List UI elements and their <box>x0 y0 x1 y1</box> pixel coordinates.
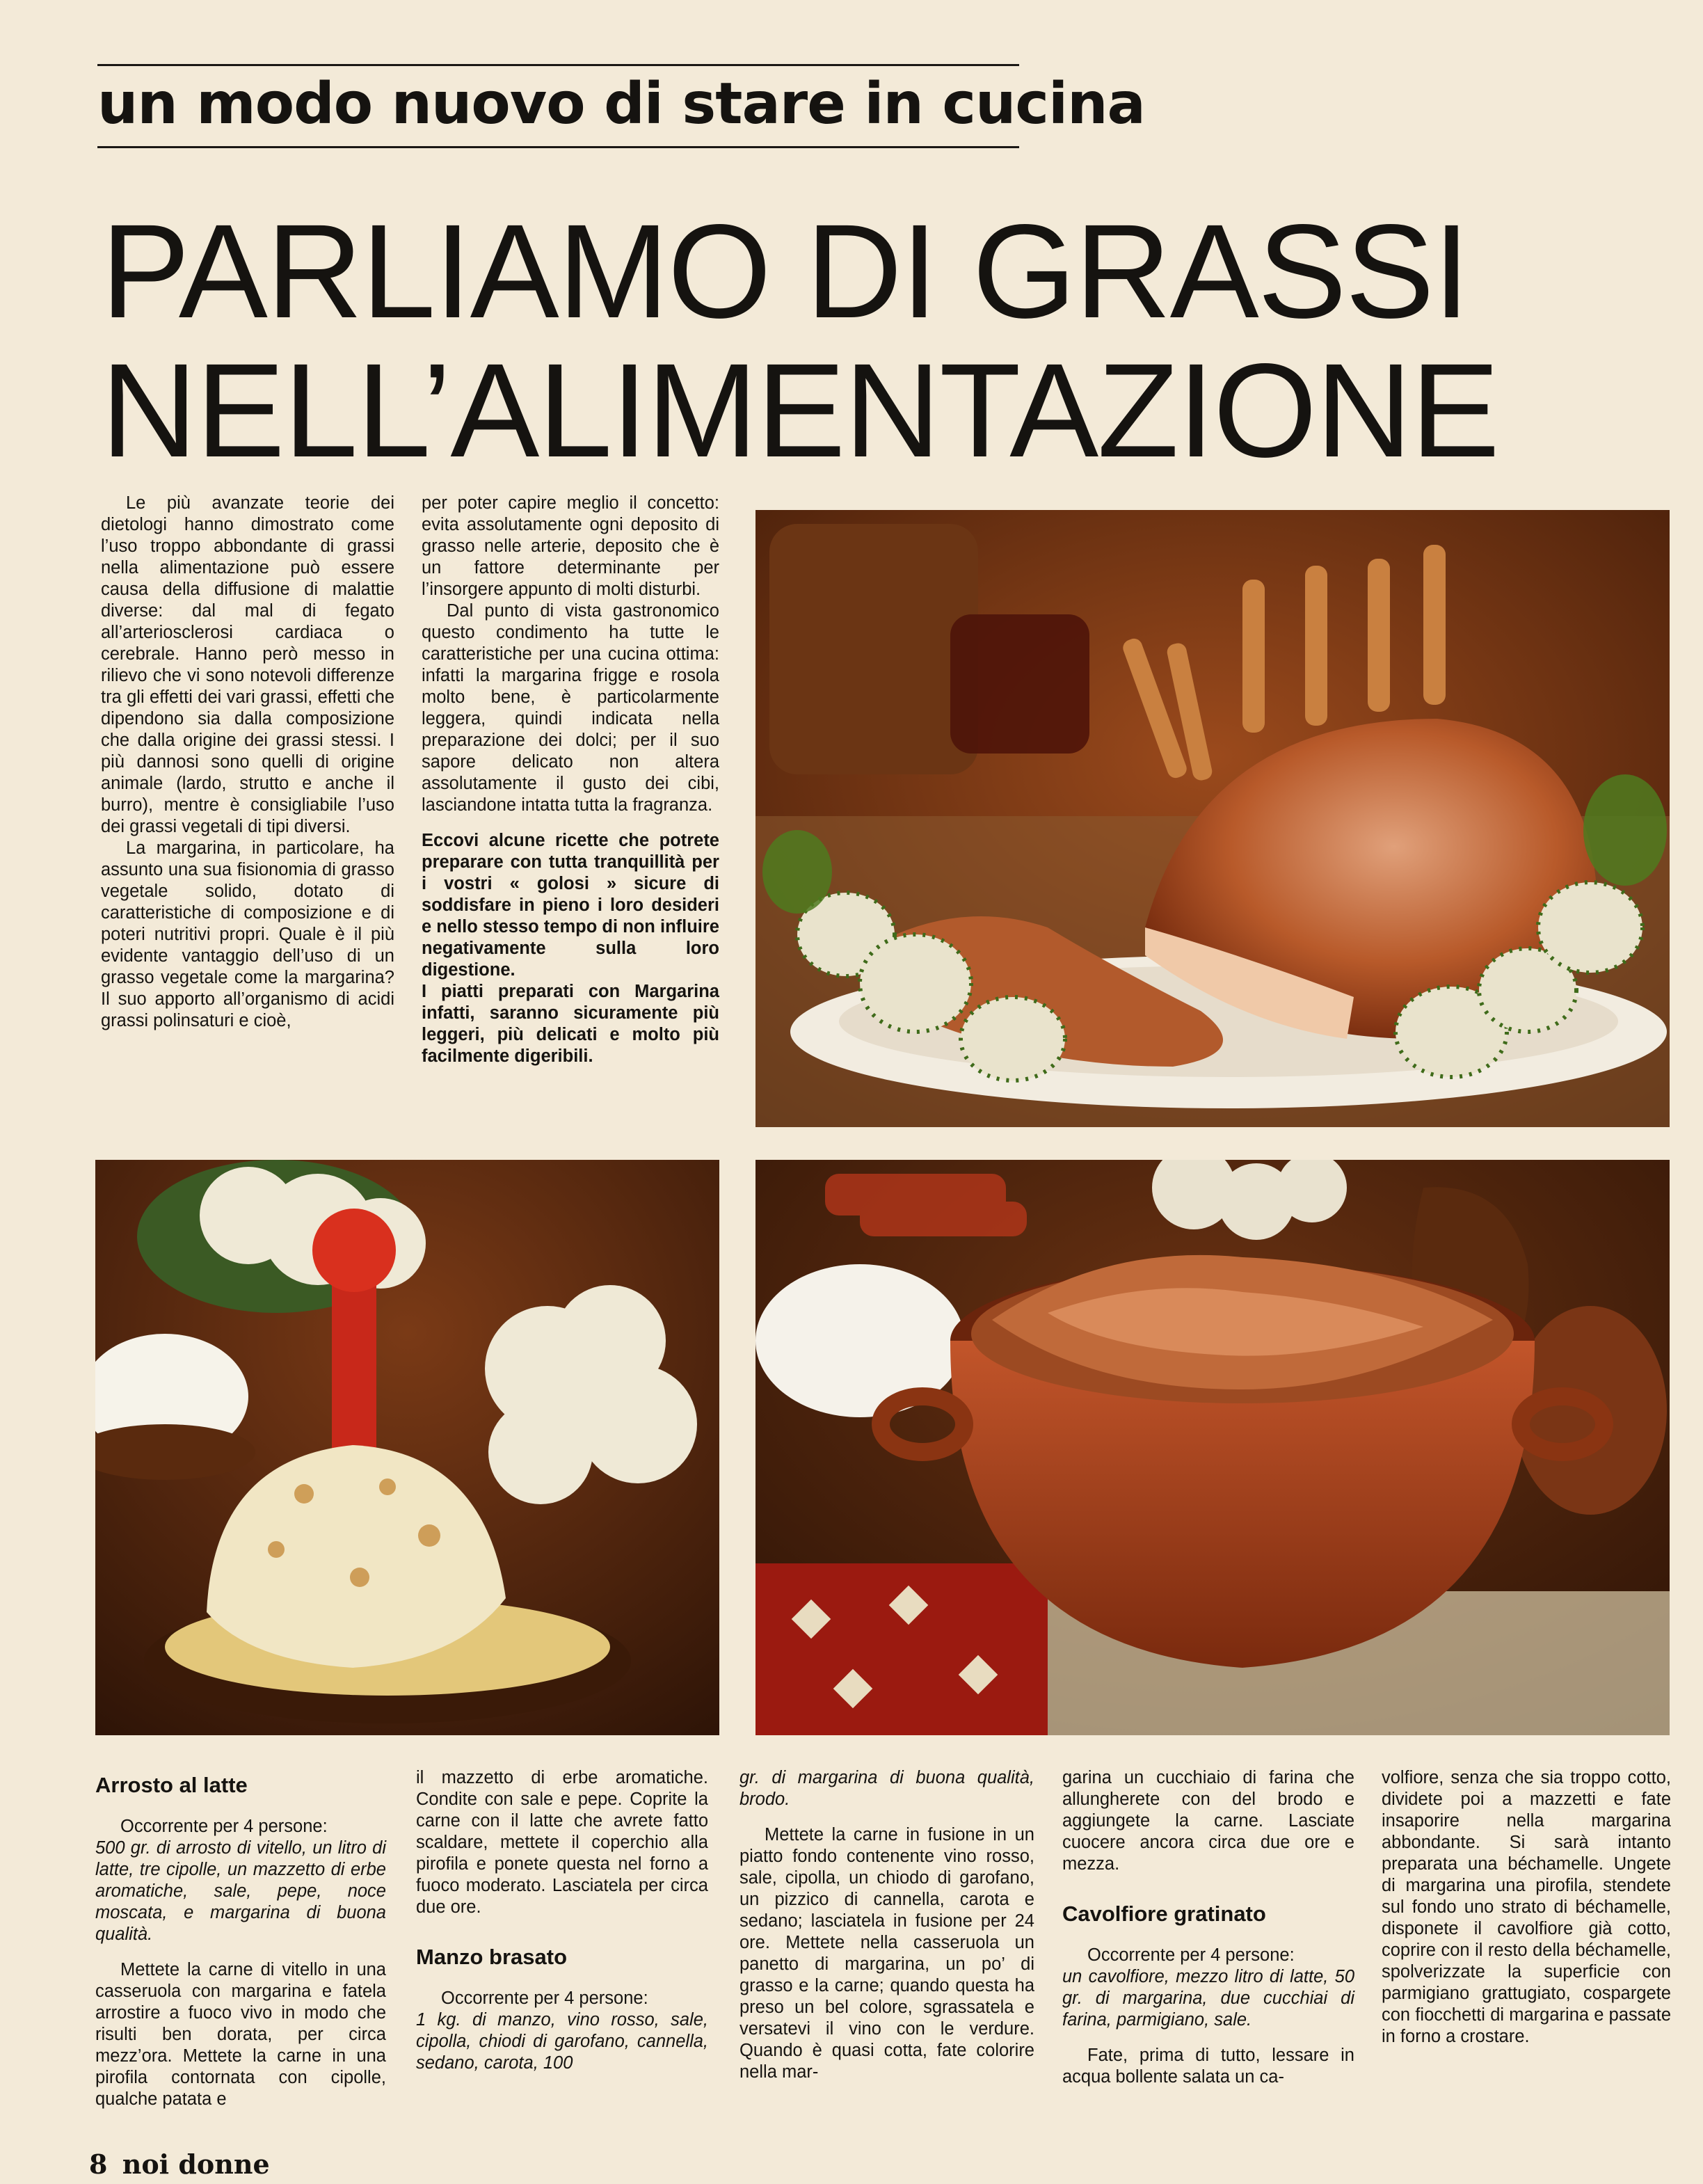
intro-paragraph: Dal punto di vista gastronomico questo condimento ha tutte le caratteristiche per una cucina ottima: infatti la margarina frigge e rosola molto bene, è particolarmente leggera, quindi indicata nella preparazione dei dolci; per il suo sapore delicato non altera assolutamente il gusto dei cibi, lasciandone intatta tutta la fragranza. <box>422 601 719 815</box>
recipe-steps: Mettete la carne in fusione in un piatto fondo contenente vino rosso, sale, cipolla, un chiodo di garofano, un pizzico di cannella, carota e sedano; lasciatela in fusione per 24 ore. Mettete nella casseruola un panetto di margarina, un po’ di grasso e la carne; quando questa ha preso un bel colore, sgrassatela e versatevi il vino con le verdure. Quando è quasi cotta, fate colorire nella mar- <box>739 1825 1034 2082</box>
recipe-column-2 <box>416 1767 708 2074</box>
recipe-ingredients: gr. di margarina di buona qualità, brodo. <box>739 1768 1034 1809</box>
page-title-line-2: NELL’ALIMENTAZIONE <box>101 335 1498 485</box>
recipe-title-cavolfiore: Cavolfiore gratinato <box>1062 1902 1266 1926</box>
cauliflower-photo <box>95 1160 719 1735</box>
recipe-title-arrosto: Arrosto al latte <box>95 1773 248 1797</box>
page-title-line-1: PARLIAMO DI GRASSI <box>101 196 1469 346</box>
intro-column-1 <box>101 493 394 1032</box>
page-title <box>101 196 1498 485</box>
show-through-decoration <box>1628 111 1703 473</box>
cauliflower-illustration <box>95 1160 719 1735</box>
intro-column-2 <box>422 493 719 1067</box>
recipe-column-4 <box>1062 1767 1354 2088</box>
recipe-servings: Occorrente per 4 persone: <box>120 1817 328 1836</box>
recipe-column-1 <box>95 1767 386 2110</box>
recipe-steps: volfiore, senza che sia troppo cotto, dividete poi a mazzetti e fate insaporire nella margarina abbondante. Si sarà intanto preparata una béchamelle. Ungete di margarina una pirofila, stendete sul fondo uno strato di béchamelle, disponete il cavolfiore già cotto, coprire con il resto della béchamelle, spolverizzate la superficie con parmigiano grattugiato, cospargete con fiocchetti di margarina e passate in forno a crostare. <box>1382 1768 1671 2046</box>
recipe-title-manzo: Manzo brasato <box>416 1945 568 1969</box>
intro-bold-paragraph: Eccovi alcune ricette che potrete preparare con tutta tranquillità per i vostri « golosi » sicure di soddisfare in pieno i loro desideri e nello stesso tempo di non influire negativamente sulla loro digestione. <box>422 831 719 980</box>
kicker-top-rule <box>97 64 1019 66</box>
recipe-servings: Occorrente per 4 persone: <box>441 1988 648 2008</box>
intro-paragraph: Le più avanzate teorie dei dietologi hanno dimostrato come l’uso troppo abbondante di grassi nella alimentazione può essere causa della diffusione di malattie diverse: dal mal di fegato all’arteriosclerosi cardiaca o cerebrale. Hanno però messo in rilievo che vi sono notevoli differenze tra gli effetti dei vari grassi, effetti che dipendono sia dalla composizione che dalla origine dei grassi stessi. I più dannosi sono quelli di origine animale (lardo, strutto e anche il burro), mentre è consigliabile l’uso dei grassi vegetali di tipi diversi. <box>101 493 394 836</box>
recipe-steps: garina un cucchiaio di farina che allungherete con del brodo e aggiungete la carne. Lasciate cuocere ancora circa due ore e mezza. <box>1062 1768 1354 1874</box>
recipe-steps: Fate, prima di tutto, lessare in acqua bollente salata un ca- <box>1062 2046 1354 2087</box>
recipe-ingredients: un cavolfiore, mezzo litro di latte, 50 gr. di margarina, due cucchiai di farina, parmigiano, sale. <box>1062 1967 1354 2030</box>
braised-beef-photo <box>755 1160 1670 1735</box>
intro-paragraph: per poter capire meglio il concetto: evita assolutamente ogni deposito di grasso nelle arterie, deposito che è un fattore determinante per l’insorgere appunto di molti disturbi. <box>422 493 719 599</box>
magazine-name: noi donne <box>122 2149 270 2180</box>
intro-bold-paragraph: I piatti preparati con Margarina infatti, saranno sicuramente più leggeri, più delicati e molto più facilmente digeribili. <box>422 982 719 1066</box>
roast-photo <box>755 510 1670 1127</box>
recipe-steps: il mazzetto di erbe aromatiche. Condite con sale e pepe. Coprite la carne con il latte che avrete fatto scaldare, mettete il coperchio alla pirofila e ponete questa nel forno a fuoco moderato. Lasciatela per circa due ore. <box>416 1768 708 1917</box>
braised-beef-illustration <box>755 1160 1670 1735</box>
recipe-servings: Occorrente per 4 persone: <box>1087 1945 1295 1965</box>
recipe-column-3 <box>739 1767 1034 2083</box>
page-footer <box>89 2149 270 2180</box>
intro-paragraph: La margarina, in particolare, ha assunto una sua fisionomia di grasso vegetale solido, dotato di caratteristiche di composizione e di poteri nutritivi propri. Quale è il più evidente vantaggio dell’uso di un grasso vegetale come la margarina? Il suo apporto all’organismo di acidi grassi polinsaturi e cioè, <box>101 838 394 1030</box>
section-kicker: un modo nuovo di stare in cucina <box>97 71 1145 137</box>
roast-illustration <box>755 510 1670 1127</box>
recipe-column-5 <box>1382 1767 1671 2048</box>
kicker-bottom-rule <box>97 146 1019 148</box>
recipe-ingredients: 1 kg. di manzo, vino rosso, sale, cipolla, chiodi di garofano, cannella, sedano, carota, 100 <box>416 2010 708 2073</box>
page-number: 8 <box>89 2149 108 2180</box>
recipe-ingredients: 500 gr. di arrosto di vitello, un litro di latte, tre cipolle, un mazzetto di erbe aromatiche, sale, pepe, noce moscata, e margarina di buona qualità. <box>95 1838 386 1944</box>
recipe-steps: Mettete la carne di vitello in una casseruola con margarina e fatela arrostire a fuoco vivo in modo che risulti ben dorata, per circa mezz’ora. Mettete la carne in una pirofila contornata con cipolle, qualche patata e <box>95 1960 386 2109</box>
